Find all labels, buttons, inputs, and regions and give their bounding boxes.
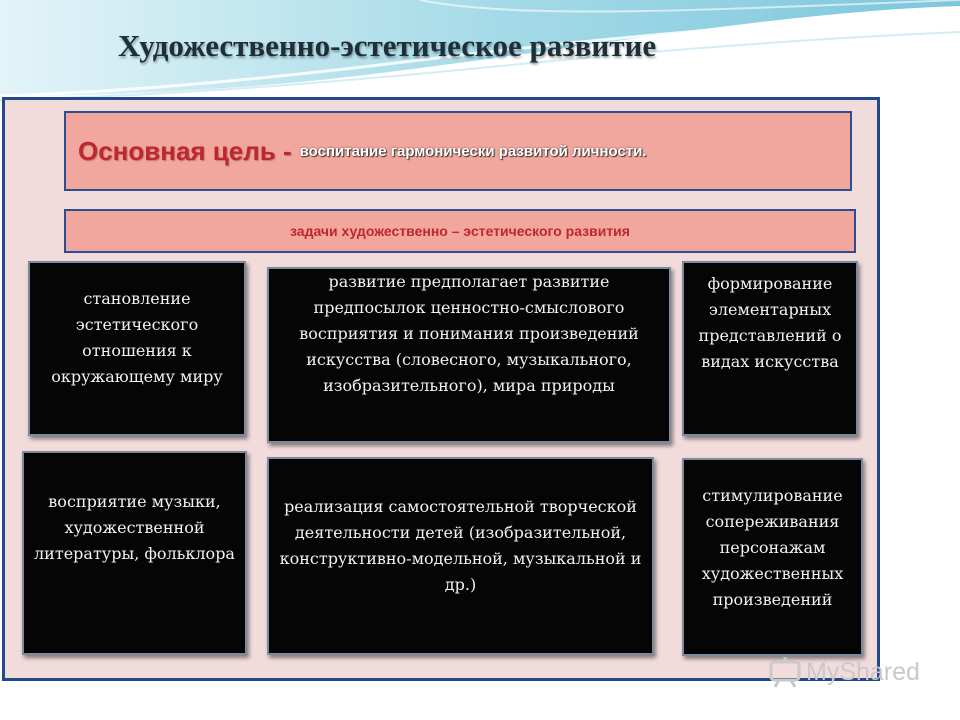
tasks-header: задачи художественно – эстетического развития <box>64 209 856 253</box>
task-card-text: развитие предполагает развитие предпосылок ценностно-смыслового восприятия и понимания произведений искусства (словесного, музыкального, изобразительного), мира природы <box>299 272 639 395</box>
slide-title: Художественно-эстетическое развитие <box>118 28 657 63</box>
presentation-board-icon <box>768 656 802 688</box>
task-card-art-perception <box>267 267 671 443</box>
task-card-text: становление эстетического отношения к окружающему миру <box>51 289 223 386</box>
task-card-text: стимулирование сопереживания персонажам художественных произведений <box>701 486 844 609</box>
goal-banner <box>64 111 852 191</box>
task-card-music-literature <box>22 451 247 655</box>
task-card-aesthetic-attitude <box>28 261 246 436</box>
task-card-text: формирование элементарных представлений о видах искусства <box>698 274 842 371</box>
goal-text: воспитание гармонически развитой личности. <box>299 142 647 160</box>
task-card-creative-activity <box>267 457 654 655</box>
task-card-art-types <box>682 261 858 436</box>
watermark-logo <box>768 656 920 688</box>
task-card-text: реализация самостоятельной творческой деятельности детей (изобразительной, конструктивно-модельной, музыкальной и др.) <box>279 497 642 594</box>
task-card-empathy <box>682 458 863 656</box>
goal-label: Основная цель - <box>78 135 292 166</box>
watermark-text: MyShared <box>806 657 920 686</box>
task-card-text: восприятие музыки, художественной литературы, фольклора <box>34 492 235 563</box>
